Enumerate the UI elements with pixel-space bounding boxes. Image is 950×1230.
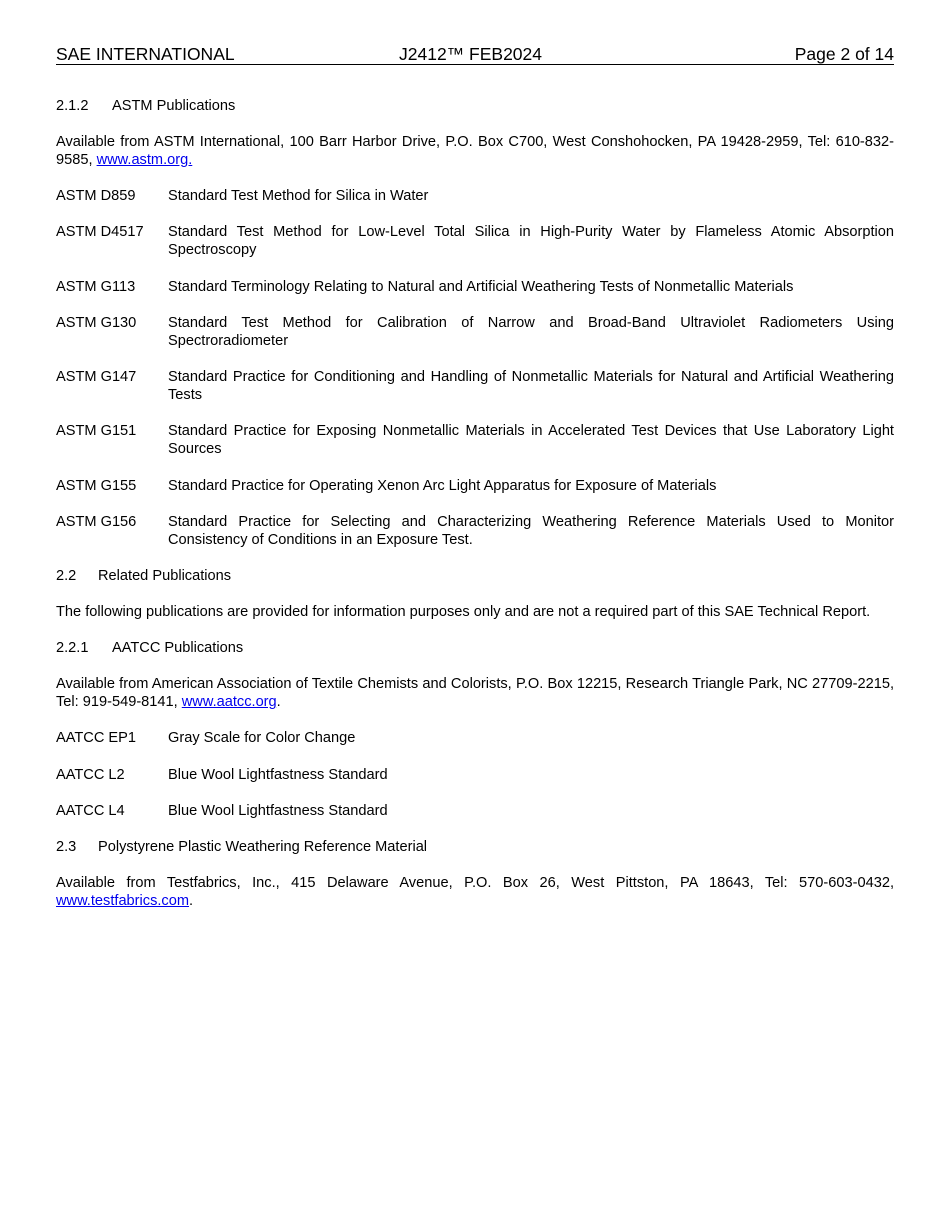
reference-code: ASTM G156 (56, 514, 137, 531)
reference-item (56, 422, 894, 458)
section-number: 2.2 (56, 568, 77, 585)
reference-title: Gray Scale for Color Change (168, 730, 356, 747)
testfabrics-availability-text: Available from Testfabrics, Inc., 415 Delaware Avenue, P.O. Box 26, West Pittston, PA 18643, Tel: 570-603-0432, (56, 875, 894, 892)
reference-item (56, 729, 894, 747)
reference-title: Blue Wool Lightfastness Standard (168, 766, 388, 783)
section-title: AATCC Publications (112, 640, 244, 657)
reference-code: AATCC L2 (56, 766, 125, 783)
reference-code: ASTM G155 (56, 477, 137, 494)
aatcc-availability-paragraph (56, 675, 894, 711)
astm-reference-list (56, 187, 894, 549)
reference-code: ASTM D4517 (56, 224, 144, 241)
astm-availability-paragraph (56, 133, 894, 169)
section-number: 2.3 (56, 839, 77, 856)
reference-title: Standard Practice for Selecting and Characterizing Weathering Reference Materials Used to Monitor Consistency of Conditions in an Exposure Test. (168, 514, 894, 549)
reference-title: Blue Wool Lightfastness Standard (168, 802, 388, 819)
reference-item (56, 766, 894, 784)
section-heading-2-2 (56, 567, 894, 585)
section-title: Polystyrene Plastic Weathering Reference Material (98, 839, 428, 856)
reference-code: ASTM G113 (56, 278, 136, 295)
astm-availability-text: Available from ASTM International, 100 Barr Harbor Drive, P.O. Box C700, West Conshohocken, PA 19428-2959, Tel: 610-832-9585, (56, 134, 894, 168)
aatcc-availability-tail: . (276, 694, 281, 711)
section-number: 2.2.1 (56, 640, 89, 657)
reference-code: AATCC EP1 (56, 730, 137, 747)
reference-item (56, 187, 894, 205)
reference-item (56, 368, 894, 404)
header-page-number: Page 2 of 14 (794, 44, 894, 64)
reference-code: ASTM G151 (56, 423, 137, 440)
reference-item (56, 278, 894, 296)
header-organization: SAE INTERNATIONAL (56, 44, 235, 64)
reference-title: Standard Test Method for Calibration of Narrow and Broad-Band Ultraviolet Radiometers Using Spectroradiometer (168, 314, 894, 349)
section-heading-2-1-2 (56, 97, 894, 115)
reference-title: Standard Practice for Operating Xenon Arc Light Apparatus for Exposure of Materials (168, 477, 717, 494)
reference-item (56, 223, 894, 259)
reference-item (56, 314, 894, 350)
reference-code: ASTM G147 (56, 369, 137, 386)
astm-website-link[interactable]: www.astm.org. (96, 152, 193, 168)
reference-title: Standard Terminology Relating to Natural and Artificial Weathering Tests of Nonmetallic Materials (168, 278, 794, 295)
aatcc-availability-text: Available from American Association of Textile Chemists and Colorists, P.O. Box 12215, Research Triangle Park, NC 27709-2215, Tel: 919-549-8141, (56, 676, 894, 711)
section-title: Related Publications (98, 568, 232, 585)
page-header (56, 44, 894, 65)
reference-code: ASTM D859 (56, 188, 136, 204)
header-document-id: J2412™ FEB2024 (399, 44, 543, 64)
aatcc-reference-list (56, 729, 894, 820)
testfabrics-availability-tail: . (189, 893, 194, 910)
document-body (56, 97, 894, 928)
reference-title: Standard Test Method for Low-Level Total Silica in High-Purity Water by Flameless Atomic Absorption Spectroscopy (168, 224, 894, 259)
section-number: 2.1.2 (56, 98, 89, 114)
reference-code: AATCC L4 (56, 802, 125, 819)
reference-item (56, 802, 894, 820)
aatcc-website-link[interactable]: www.aatcc.org (181, 694, 277, 711)
testfabrics-availability-paragraph (56, 874, 894, 910)
related-publications-paragraph: The following publications are provided for information purposes only and are not a required part of this SAE Technical Report. (56, 604, 871, 621)
reference-item (56, 513, 894, 549)
section-title: ASTM Publications (112, 98, 236, 114)
reference-title: Standard Test Method for Silica in Water (168, 188, 429, 204)
reference-item (56, 477, 894, 495)
section-heading-2-3 (56, 838, 894, 856)
section-heading-2-2-1 (56, 639, 894, 657)
testfabrics-website-link[interactable]: www.testfabrics.com (56, 893, 189, 910)
reference-title: Standard Practice for Conditioning and Handling of Nonmetallic Materials for Natural and Artificial Weathering Tests (168, 369, 894, 404)
reference-title: Standard Practice for Exposing Nonmetallic Materials in Accelerated Test Devices that Use Laboratory Light Sources (168, 423, 894, 458)
reference-code: ASTM G130 (56, 314, 137, 331)
